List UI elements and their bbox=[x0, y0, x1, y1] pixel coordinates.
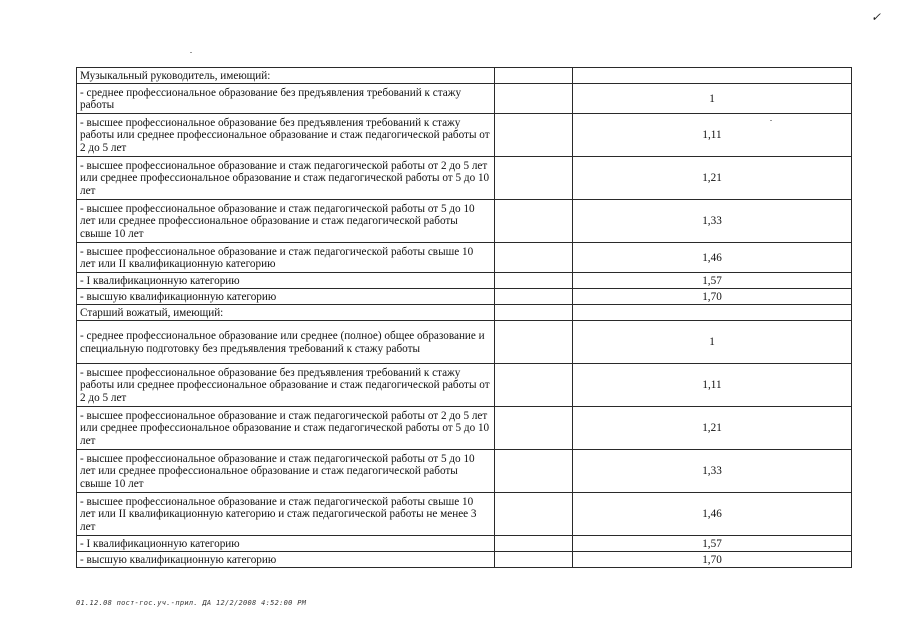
coefficient-value: 1,70 bbox=[573, 289, 852, 305]
section-heading-row bbox=[77, 305, 852, 321]
condition-text: - высшее профессиональное образование без предъявления требований к стажу работы или среднее профессиональное образование и стаж педагогической работы от 2 до 5 лет bbox=[77, 364, 495, 407]
empty-cell bbox=[495, 536, 573, 552]
condition-text: - высшее профессиональное образование и стаж педагогической работы свыше 10 лет или II квалификационную категорию и стаж педагогической работы не менее 3 лет bbox=[77, 493, 495, 536]
empty-cell bbox=[495, 273, 573, 289]
empty-cell bbox=[495, 305, 573, 321]
section-heading: Музыкальный руководитель, имеющий: bbox=[77, 68, 495, 84]
coefficient-value: 1 bbox=[573, 84, 852, 114]
condition-text: - I квалификационную категорию bbox=[77, 536, 495, 552]
section-heading-row bbox=[77, 68, 852, 84]
coefficient-value: 1,11 bbox=[573, 114, 852, 157]
empty-cell bbox=[495, 68, 573, 84]
empty-cell bbox=[495, 407, 573, 450]
condition-text: - высшее профессиональное образование и стаж педагогической работы от 5 до 10 лет или среднее профессиональное образование и стаж педагогической работы свыше 10 лет bbox=[77, 450, 495, 493]
empty-cell bbox=[495, 364, 573, 407]
document-footer: 01.12.08 пост-гос.уч.-прил. ДА 12/2/2008 4:52:00 PM bbox=[76, 599, 307, 607]
empty-cell bbox=[573, 305, 852, 321]
empty-cell bbox=[495, 84, 573, 114]
empty-cell bbox=[495, 493, 573, 536]
coefficient-value: 1,11 bbox=[573, 364, 852, 407]
coefficient-value: 1,33 bbox=[573, 200, 852, 243]
table-row bbox=[77, 114, 852, 157]
condition-text: - среднее профессиональное образование без предъявления требований к стажу работы bbox=[77, 84, 495, 114]
condition-text: - I квалификационную категорию bbox=[77, 273, 495, 289]
check-mark-icon: ✓ bbox=[871, 10, 882, 24]
empty-cell bbox=[495, 200, 573, 243]
empty-cell bbox=[573, 68, 852, 84]
table-row bbox=[77, 243, 852, 273]
coefficient-value: 1,46 bbox=[573, 243, 852, 273]
table-row bbox=[77, 407, 852, 450]
condition-text: - высшее профессиональное образование и стаж педагогической работы свыше 10 лет или II квалификационную категорию bbox=[77, 243, 495, 273]
coefficient-value: 1 bbox=[573, 321, 852, 364]
condition-text: - высшую квалификационную категорию bbox=[77, 552, 495, 568]
table-row bbox=[77, 552, 852, 568]
empty-cell bbox=[495, 243, 573, 273]
table-row bbox=[77, 364, 852, 407]
condition-text: - среднее профессиональное образование или среднее (полное) общее образование и специальную подготовку без предъявления требований к стажу работы bbox=[77, 321, 495, 364]
coefficient-value: 1,57 bbox=[573, 536, 852, 552]
scan-speck bbox=[190, 52, 192, 53]
coefficient-value: 1,33 bbox=[573, 450, 852, 493]
table-row bbox=[77, 493, 852, 536]
condition-text: - высшее профессиональное образование без предъявления требований к стажу работы или среднее профессиональное образование и стаж педагогической работы от 2 до 5 лет bbox=[77, 114, 495, 157]
coefficient-value: 1,21 bbox=[573, 407, 852, 450]
empty-cell bbox=[495, 289, 573, 305]
coefficient-table bbox=[76, 67, 852, 568]
table-row bbox=[77, 200, 852, 243]
coefficient-value: 1,21 bbox=[573, 157, 852, 200]
empty-cell bbox=[495, 114, 573, 157]
coefficient-value: 1,70 bbox=[573, 552, 852, 568]
condition-text: - высшее профессиональное образование и стаж педагогической работы от 2 до 5 лет или среднее профессиональное образование и стаж педагогической работы от 5 до 10 лет bbox=[77, 407, 495, 450]
condition-text: - высшее профессиональное образование и стаж педагогической работы от 5 до 10 лет или среднее профессиональное образование и стаж педагогической работы свыше 10 лет bbox=[77, 200, 495, 243]
table-row bbox=[77, 84, 852, 114]
condition-text: - высшую квалификационную категорию bbox=[77, 289, 495, 305]
empty-cell bbox=[495, 450, 573, 493]
coefficient-value: 1,57 bbox=[573, 273, 852, 289]
table-row bbox=[77, 289, 852, 305]
empty-cell bbox=[495, 157, 573, 200]
table-row bbox=[77, 536, 852, 552]
coefficient-value: 1,46 bbox=[573, 493, 852, 536]
table-row bbox=[77, 321, 852, 364]
condition-text: - высшее профессиональное образование и стаж педагогической работы от 2 до 5 лет или среднее профессиональное образование и стаж педагогической работы от 5 до 10 лет bbox=[77, 157, 495, 200]
table-row bbox=[77, 157, 852, 200]
section-heading: Старший вожатый, имеющий: bbox=[77, 305, 495, 321]
empty-cell bbox=[495, 552, 573, 568]
table-row bbox=[77, 273, 852, 289]
empty-cell bbox=[495, 321, 573, 364]
table-row bbox=[77, 450, 852, 493]
